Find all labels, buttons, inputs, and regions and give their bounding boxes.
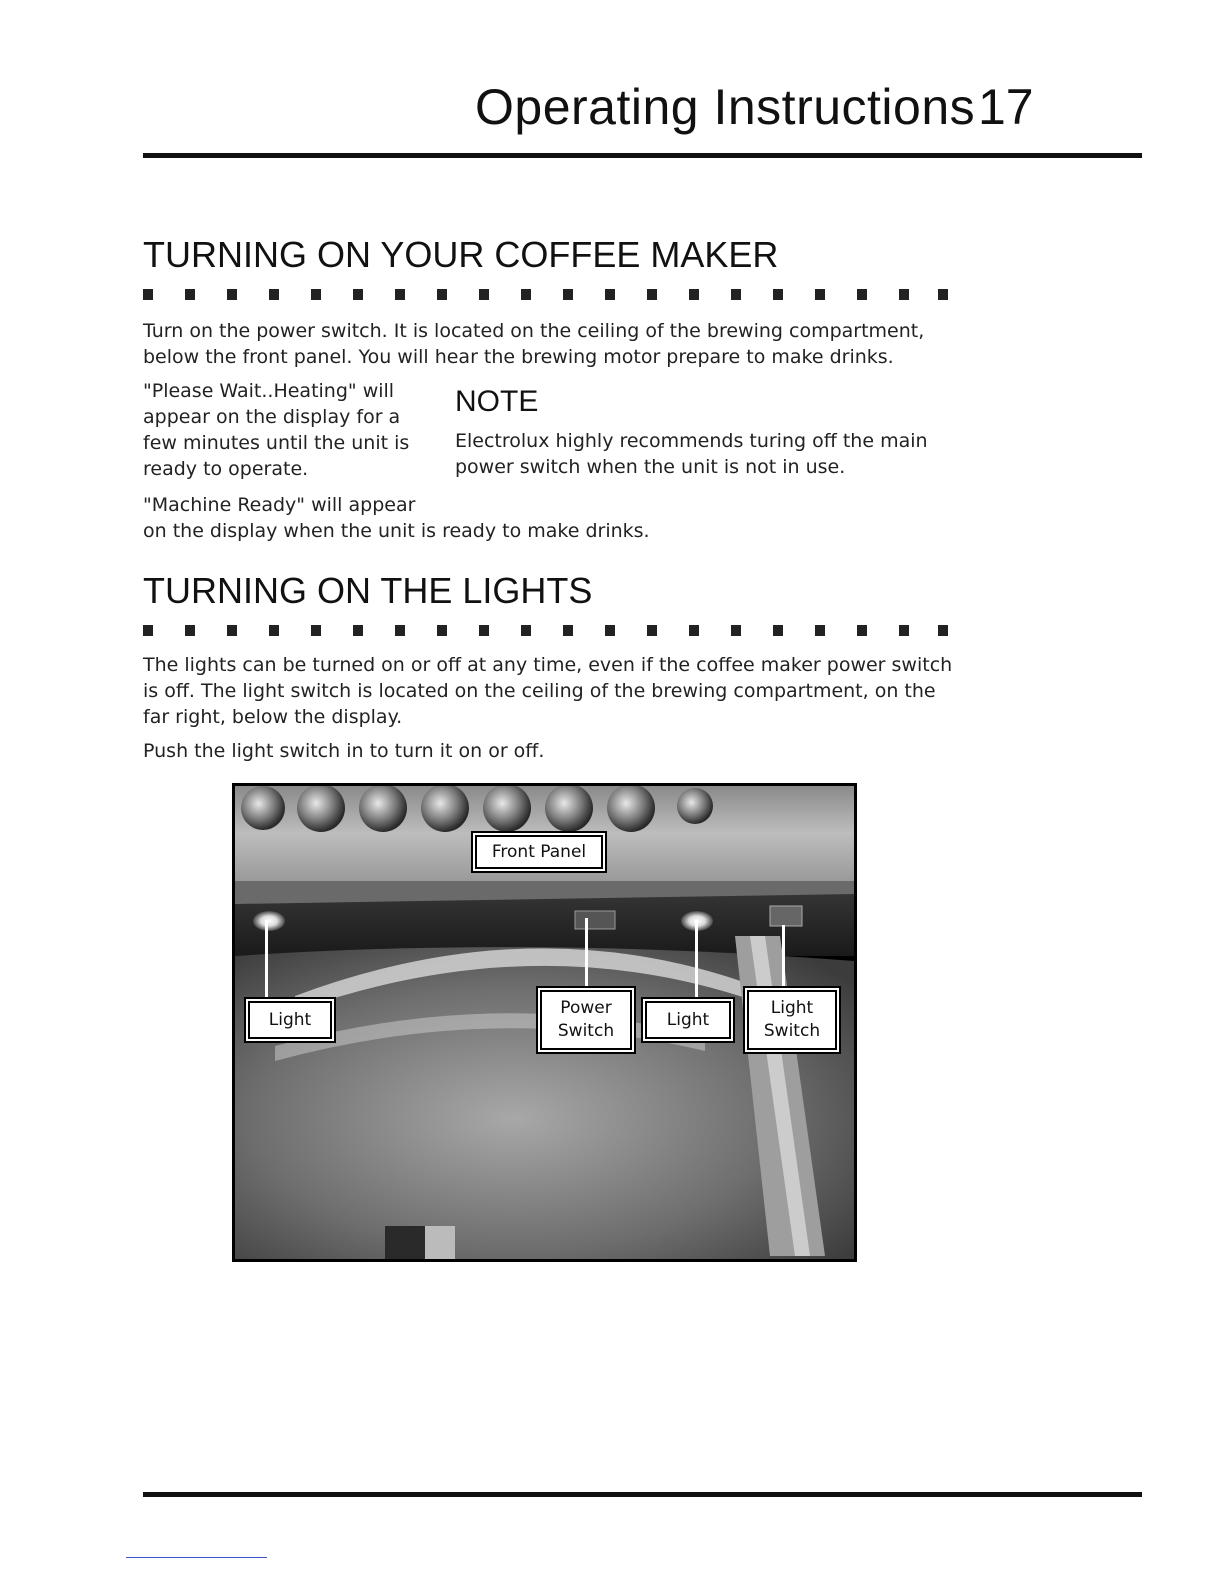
machine-ready-text-2: on the display when the unit is ready to make drinks. bbox=[143, 520, 650, 542]
callout-power-switch bbox=[540, 990, 632, 1050]
callout-light-right-label: Light bbox=[666, 1009, 710, 1030]
callout-light-left bbox=[248, 1001, 332, 1039]
callout-leader bbox=[265, 920, 268, 1002]
heating-message-text: "Please Wait..Heating" will appear on the display for a few minutes until the unit is ready to operate. bbox=[143, 380, 410, 480]
callout-front-panel bbox=[475, 835, 603, 869]
page-header-title: Operating Instructions bbox=[475, 79, 976, 135]
callout-power-switch-label-1: Power bbox=[560, 998, 612, 1018]
callout-leader bbox=[585, 918, 588, 990]
note-title: NOTE bbox=[455, 385, 539, 418]
section-title-lights: TURNING ON THE LIGHTS bbox=[143, 570, 593, 611]
callout-front-panel-label: Front Panel bbox=[491, 841, 587, 862]
page-number: 17 bbox=[978, 79, 1034, 135]
note-text: Electrolux highly recommends turing off the main power switch when the unit is not in use. bbox=[455, 430, 928, 478]
power-switch-instructions: Turn on the power switch. It is located on the ceiling of the brewing compartment, below the front panel. You will hear the brewing motor prepare to make drinks. bbox=[143, 320, 925, 368]
machine-ready-text-1: "Machine Ready" will appear bbox=[143, 494, 416, 516]
light-switch-instruction: Push the light switch in to turn it on or off. bbox=[143, 740, 545, 762]
footer-link-underline bbox=[126, 1557, 267, 1558]
callout-light-right bbox=[645, 1001, 731, 1039]
callout-leader bbox=[695, 920, 698, 1000]
section-title-coffee-maker: TURNING ON YOUR COFFEE MAKER bbox=[143, 234, 779, 275]
section-divider-squares bbox=[143, 289, 948, 301]
callout-light-switch bbox=[747, 990, 837, 1050]
callout-light-left-label: Light bbox=[268, 1009, 312, 1030]
callout-power-switch-label-2: Switch bbox=[557, 1021, 615, 1041]
lights-instructions: The lights can be turned on or off at any time, even if the coffee maker power switch is off. The light switch is located on the ceiling of the brewing compartment, on the far right, below the display. bbox=[143, 654, 953, 728]
section-divider-squares bbox=[143, 625, 948, 637]
callout-light-switch-label-2: Switch bbox=[763, 1021, 821, 1041]
callout-leader bbox=[782, 925, 785, 990]
callout-light-switch-label-1: Light bbox=[770, 998, 814, 1018]
header-rule bbox=[143, 153, 1142, 158]
footer-rule bbox=[143, 1492, 1142, 1497]
